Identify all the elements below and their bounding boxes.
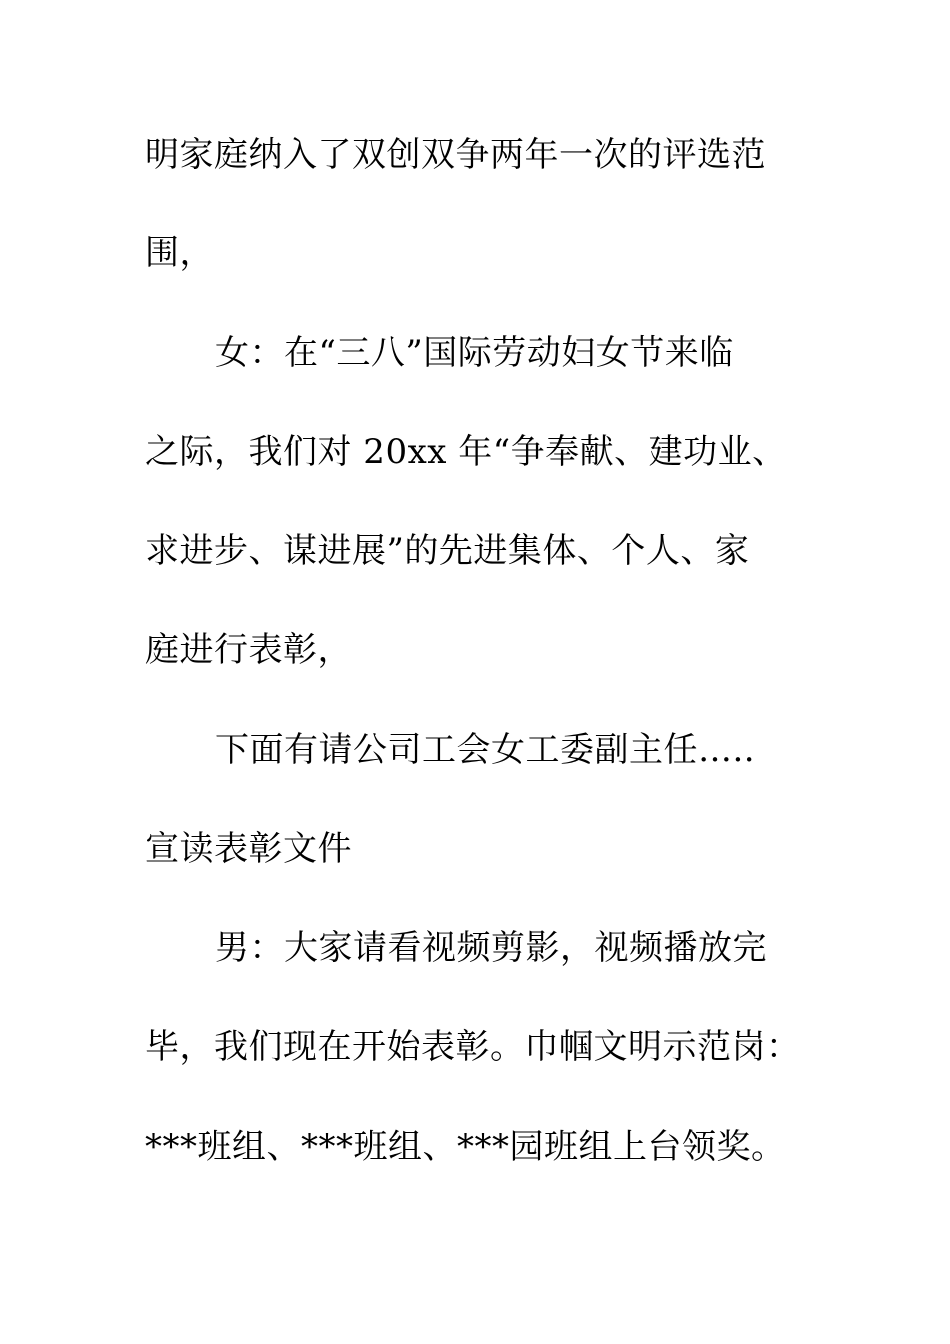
text-line-7: 下面有请公司工会女工委副主任….. <box>215 730 756 770</box>
text-line-4: 之际，我们对 20xx 年“争奉献、建功业、 <box>145 432 787 472</box>
text-line-6: 庭进行表彰， <box>145 630 352 670</box>
text-line-10: 毕，我们现在开始表彰。巾帼文明示范岗： <box>145 1027 801 1067</box>
text-line-9: 男：大家请看视频剪影，视频播放完 <box>215 928 767 968</box>
text-line-2: 围， <box>145 233 214 273</box>
text-line-1: 明家庭纳入了双创双争两年一次的评选范 <box>145 135 766 175</box>
text-line-5: 求进步、谋进展”的先进集体、个人、家 <box>145 531 750 571</box>
text-line-11: ***班组、***班组、***园班组上台领奖。 <box>145 1127 786 1167</box>
text-line-3: 女：在“三八”国际劳动妇女节来临 <box>215 333 734 373</box>
text-line-8: 宣读表彰文件 <box>145 829 352 869</box>
